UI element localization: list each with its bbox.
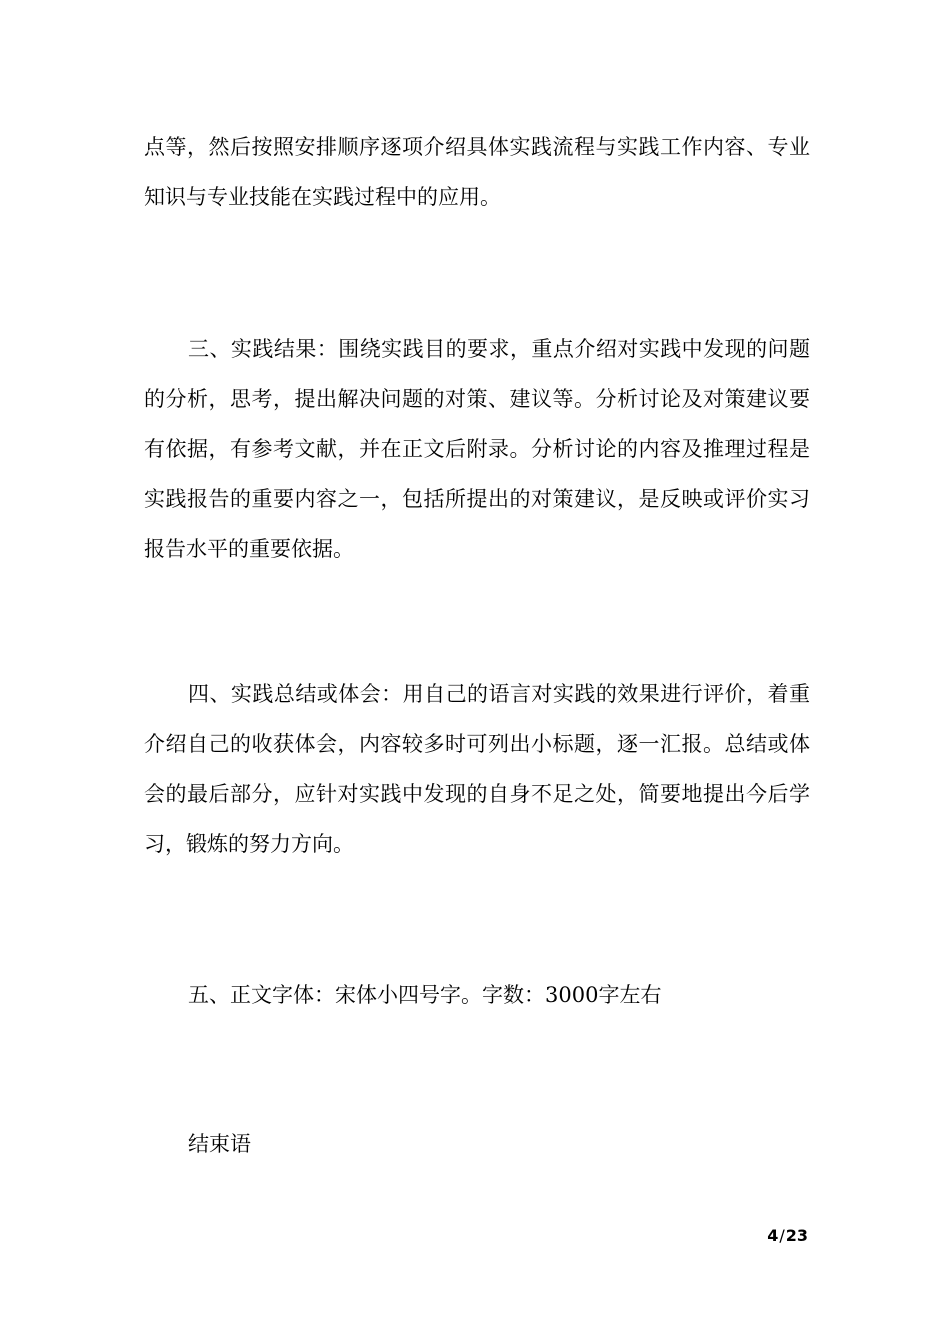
total-pages-number: 23 bbox=[785, 1226, 808, 1245]
paragraph-practice-summary: 四、实践总结或体会：用自己的语言对实践的效果进行评价，着重介绍自己的收获体会，内容较多时可列出小标题，逐一汇报。总结或体会的最后部分，应针对实践中发现的自身不足之处，简要地提出今后学习，锻炼的努力方向。 bbox=[144, 682, 810, 856]
page-number-separator: / bbox=[779, 1226, 785, 1245]
paragraph-font-requirements: 五、正文字体：宋体小四号字。字数：3000字左右 bbox=[188, 983, 662, 1007]
current-page-number: 4 bbox=[767, 1226, 779, 1245]
paragraph-conclusion-heading: 结束语 bbox=[188, 1132, 251, 1156]
page-number bbox=[700, 1224, 808, 1248]
paragraph-practice-results: 三、实践结果：围绕实践目的要求，重点介绍对实践中发现的问题的分析，思考，提出解决问题的对策、建议等。分析讨论及对策建议要有依据，有参考文献，并在正文后附录。分析讨论的内容及推理过程是实践报告的重要内容之一，包括所提出的对策建议，是反映或评价实习报告水平的重要依据。 bbox=[144, 337, 810, 561]
paragraph-continuation: 点等，然后按照安排顺序逐项介绍具体实践流程与实践工作内容、专业知识与专业技能在实践过程中的应用。 bbox=[144, 135, 810, 209]
